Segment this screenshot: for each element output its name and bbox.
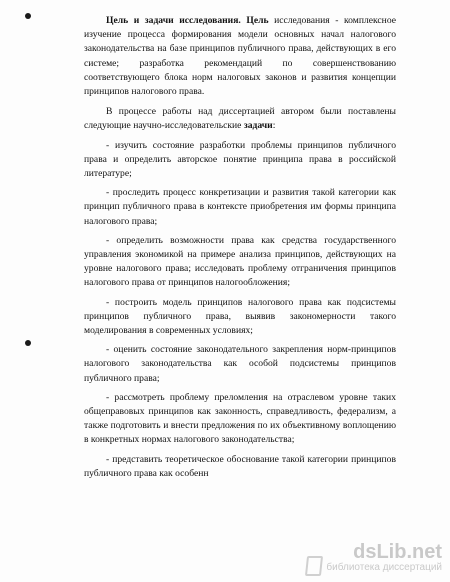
book-logo-icon bbox=[304, 554, 322, 574]
watermark-text bbox=[326, 542, 442, 574]
scan-dot-middle bbox=[25, 340, 31, 346]
paragraph-goals bbox=[84, 14, 396, 99]
task-item: - рассмотреть проблему преломления на отраслевом уровне таких общеправовых принципов как законность, справедливость, федерализм, а также подготовить и внести предложения по их объективному воплощению в конкретных нормах налогового законодательства; bbox=[84, 391, 396, 446]
watermark bbox=[304, 542, 442, 574]
task-item: - изучить состояние разработки проблемы принципов публичного права и определить авторское понятие принципа права в российской литературе; bbox=[84, 139, 396, 180]
watermark-brand: dsLib.net bbox=[353, 541, 442, 563]
task-item: - представить теоретическое обоснование такой категории принципов публичного права как особенн bbox=[84, 453, 396, 479]
watermark-subtitle: библиотека диссертаций bbox=[326, 562, 442, 573]
task-item: - оценить состояние законодательного закрепления норм-принципов налогового законодательства как особой подсистемы принципов публичного права; bbox=[84, 344, 396, 384]
document-body bbox=[84, 14, 396, 481]
goals-text: исследования - комплексное изучение процесса формирования модели основных начал налогового законодательства на базе принципов публичного права, действующих в его системе; разработка рекомендаций по совершенствованию соответствующего блока норм налоговых законов и развития концепции принципов налогового права. bbox=[84, 15, 396, 98]
paragraph-tasks-intro bbox=[84, 105, 396, 133]
tasks-intro-text: В процессе работы над диссертацией автором были поставлены следующие научно-исследовательские bbox=[84, 106, 396, 132]
task-item: - построить модель принципов налогового права как подсистемы принципов публичного права, выявив закономерности такого моделирования в современных условиях; bbox=[84, 296, 396, 337]
tasks-colon: : bbox=[272, 120, 276, 132]
tasks-keyword: задачи bbox=[243, 120, 273, 132]
task-item: - проследить процесс конкретизации и развития такой категории как принцип публичного права в контексте приобретения им формы принципа налогового права; bbox=[84, 187, 396, 227]
goals-heading: Цель и задачи исследования. Цель bbox=[106, 15, 269, 26]
scan-dot-top bbox=[25, 13, 31, 19]
task-item: - определить возможности права как средства государственного управления экономикой на примере анализа принципов, действующих на уровне налогового права; исследовать проблему отграничения принципов налогового права от принципов налогообложения; bbox=[84, 234, 396, 289]
